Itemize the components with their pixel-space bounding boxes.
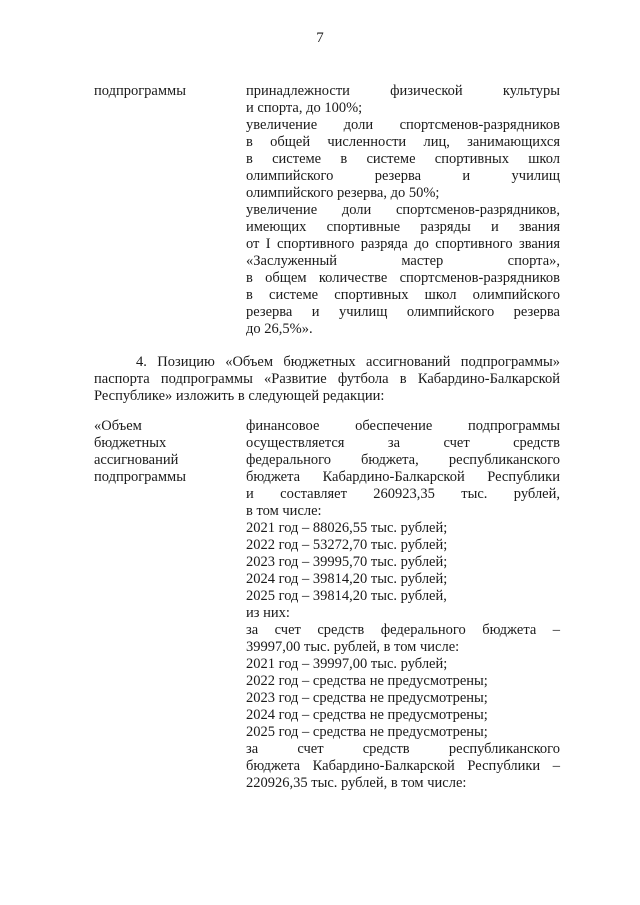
block2-text-line: в том числе: [246,503,322,519]
page-number: 7 [316,30,324,46]
block1-text-line: от I спортивного разряда до спортивного звания [246,236,560,252]
block2-left-line: подпрограммы [94,469,186,485]
block2-text-line: 39997,00 тыс. рублей, в том числе: [246,639,460,655]
block1-text-line: до 26,5%». [246,321,313,337]
block2-text-line: финансовое обеспечение подпрограммы [246,418,560,434]
block2-right-text [246,418,560,792]
block2-text-line: осуществляется за счет средств [246,435,560,451]
block2-text-line: 2025 год – средства не предусмотрены; [246,724,488,740]
block1-text-line: увеличение доли спортсменов-разрядников [246,117,560,133]
block1-text-line: в общей численности лиц, занимающихся [246,134,560,150]
block2-text-line: за счет средств федерального бюджета – [246,622,560,638]
block1-text-line: резерва и училищ олимпийского резерва [246,304,560,320]
block2-text-line: федерального бюджета, республиканского [246,452,560,468]
block2-text-line: 2025 год – 39814,20 тыс. рублей, [246,588,447,604]
paragraph-4 [94,354,560,405]
block2-text-line: 2023 год – 39995,70 тыс. рублей; [246,554,448,570]
block2-left-label [94,418,229,486]
block2-text-line: 2023 год – средства не предусмотрены; [246,690,488,706]
paragraph-4-line: 4. Позицию «Объем бюджетных ассигнований подпрограммы» [136,354,560,370]
paragraph-4-line: Республике» изложить в следующей редакции: [94,388,385,404]
block2-text-line: за счет средств республиканского [246,741,560,757]
block2-text-line: 220926,35 тыс. рублей, в том числе: [246,775,467,791]
paragraph-4-line: паспорта подпрограммы «Развитие футбола в Кабардино-Балкарской [94,371,560,387]
block1-text-line: и спорта, до 100%; [246,100,363,116]
block2-text-line: бюджета Кабардино-Балкарской Республики [246,469,560,485]
block2-text-line: бюджета Кабардино-Балкарской Республики – [246,758,560,774]
block2-text-line: 2024 год – 39814,20 тыс. рублей; [246,571,448,587]
block2-text-line: 2022 год – 53272,70 тыс. рублей; [246,537,448,553]
block2-text-line: и составляет 260923,35 тыс. рублей, [246,486,560,502]
block2-text-line: 2024 год – средства не предусмотрены; [246,707,488,723]
block1-text-line: увеличение доли спортсменов-разрядников, [246,202,560,218]
block1-text-line: «Заслуженный мастер спорта», [246,253,560,269]
block2-left-line: «Объем [94,418,142,434]
block1-text-line: олимпийского резерва, до 50%; [246,185,440,201]
block1-right-text [246,83,560,338]
block1-text-line: в системе спортивных школ олимпийского [246,287,560,303]
block2-text-line: из них: [246,605,290,621]
block2-left-line: ассигнований [94,452,179,468]
block2-text-line: 2021 год – 88026,55 тыс. рублей; [246,520,448,536]
block1-left-label [94,83,229,100]
block1-text-line: имеющих спортивные разряды и звания [246,219,560,235]
block1-text-line: в общем количестве спортсменов-разрядников [246,270,560,286]
block1-text-line: в системе в системе спортивных школ [246,151,560,167]
block2-text-line: 2022 год – средства не предусмотрены; [246,673,488,689]
block2-left-line: бюджетных [94,435,167,451]
block1-text-line: олимпийского резерва и училищ [246,168,560,184]
block2-text-line: 2021 год – 39997,00 тыс. рублей; [246,656,448,672]
block1-left-line: подпрограммы [94,83,186,99]
block1-text-line: принадлежности физической культуры [246,83,560,99]
